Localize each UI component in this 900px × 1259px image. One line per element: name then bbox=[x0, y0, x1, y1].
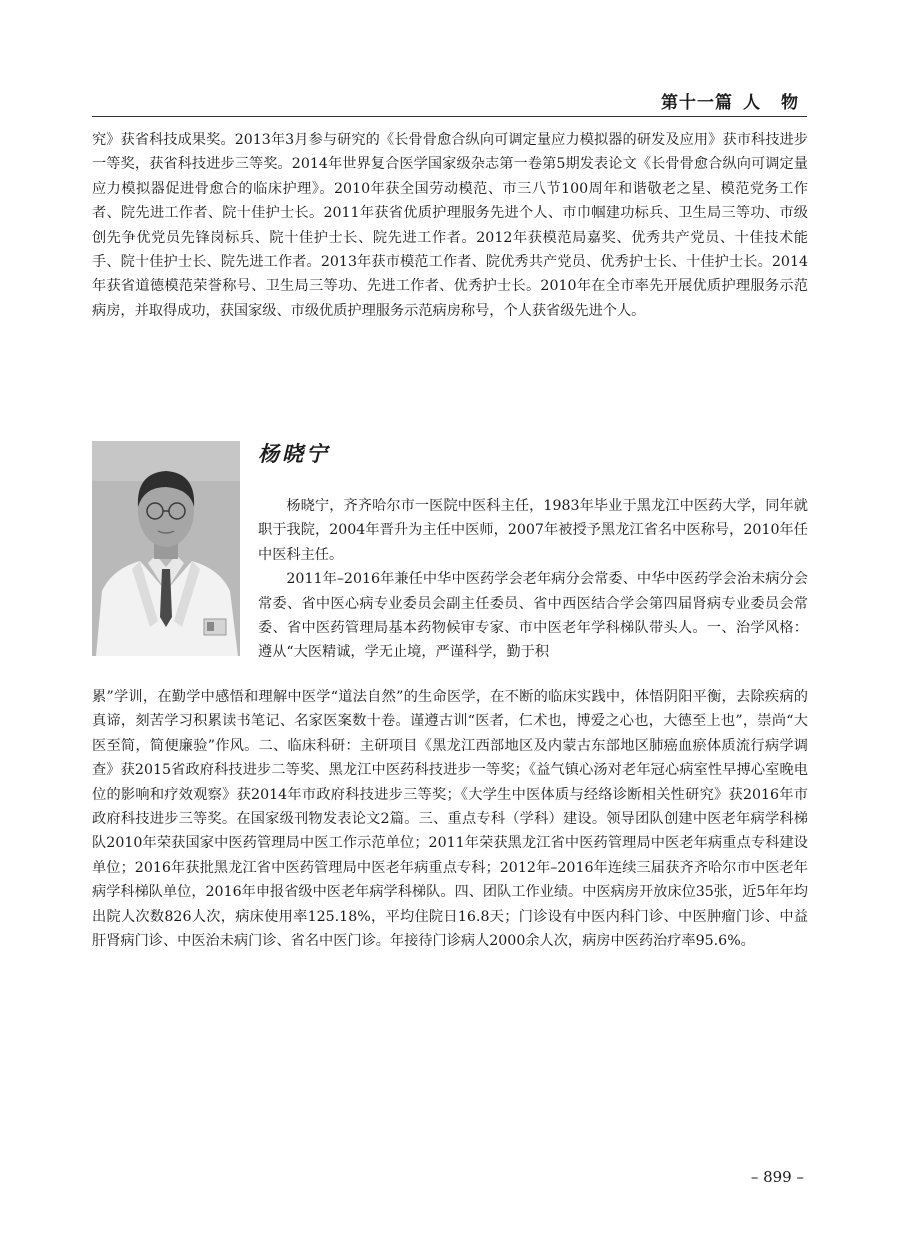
page-number: – 899 – bbox=[750, 1168, 804, 1186]
bio-career-paragraph-start: 2011年–2016年兼任中华中医药学会老年病分会常委、中华中医药学会治未病分会常委、省中医心病专业委员会副主任委员、省中西医结合学会第四届肾病专业委员会常委、省中医药管理局基本药物候审专家、市中医老年学科梯队带头人。一、治学风格：遵从“大医精诚，学无止境，严谨科学，勤于积 bbox=[258, 571, 808, 661]
chapter-char-1: 人 bbox=[743, 93, 761, 113]
portrait-photo bbox=[92, 441, 240, 656]
person-name: 杨晓宁 bbox=[258, 441, 330, 466]
chapter-section: 第十一篇 bbox=[661, 93, 733, 113]
chapter-title bbox=[661, 88, 799, 113]
previous-bio-paragraph: 究》获省科技成果奖。2013年3月参与研究的《长骨骨愈合纵向可调定量应力模拟器的研发及应用》获市科技进步一等奖，获省科技进步三等奖。2014年世界复合医学国家级杂志第一卷第5期发表论文《长骨骨愈合纵向可调定量应力模拟器促进骨愈合的临床护理》。2010年获全国劳动模范、市三八节100周年和谐敬老之星、模范党务工作者、院先进工作者、院十佳护士长。2011年获省优质护理服务先进个人、市巾帼建功标兵、卫生局三等功、市级创先争优党员先锋岗标兵、院十佳护士长、院先进工作者。2012年获模范局嘉奖、优秀共产党员、十佳技术能手、院十佳护士长、院先进工作者。2013年获市模范工作者、院优秀共产党员、优秀护士长、十佳护士长。2014年获省道德模范荣誉称号、卫生局三等功、先进工作者、优秀护士长。2010年在全市率先开展优质护理服务示范病房，并取得成功，获国家级、市级优质护理服务示范病房称号，个人获省级先进个人。 bbox=[92, 132, 808, 319]
running-header bbox=[92, 88, 807, 118]
bio-career-paragraph-continued: 累”学训，在勤学中感悟和理解中医学“道法自然”的生命医学，在不断的临床实践中，体悟阴阳平衡，去除疾病的真谛，刻苦学习积累读书笔记、名家医案数十卷。谨遵古训“医者，仁术也，博爱之心也，大德至上也”，崇尚“大医至简，简便廉验”作风。二、临床科研：主研项目《黑龙江西部地区及内蒙古东部地区肺癌血瘀体质流行病学调查》获2015省政府科技进步二等奖、黑龙江中医药科技进步一等奖；《益气镇心汤对老年冠心病室性早搏心室晚电位的影响和疗效观察》获2014年市政府科技进步三等奖；《大学生中医体质与经络诊断相关性研究》获2016年市政府科技进步三等奖。在国家级刊物发表论文2篇。三、重点专科（学科）建设。领导团队创建中医老年病学科梯队2010年荣获国家中医药管理局中医工作示范单位；2011年荣获黑龙江省中医药管理局中医老年病重点专科建设单位；2016年获批黑龙江省中医药管理局中医老年病重点专科；2012年–2016年连续三届获齐齐哈尔市中医老年病学科梯队单位，2016年申报省级中医老年病学科梯队。四、团队工作业绩。中医病房开放床位35张，近5年年均出院人次数826人次，病床使用率125.18%，平均住院日16.8天；门诊设有中医内科门诊、中医肿瘤门诊、中益肝肾病门诊、中医治未病门诊、省名中医门诊。年接待门诊病人2000余人次，病房中医药治疗率95.6%。 bbox=[92, 689, 808, 950]
bio-side-text bbox=[258, 494, 808, 665]
chapter-char-2: 物 bbox=[781, 93, 799, 113]
bio-intro-paragraph: 杨晓宁，齐齐哈尔市一医院中医科主任，1983年毕业于黑龙江中医药大学，同年就职于我院，2004年晋升为主任中医师，2007年被授予黑龙江省名中医称号，2010年任中医科主任。 bbox=[258, 498, 808, 563]
header-rule bbox=[92, 116, 807, 117]
